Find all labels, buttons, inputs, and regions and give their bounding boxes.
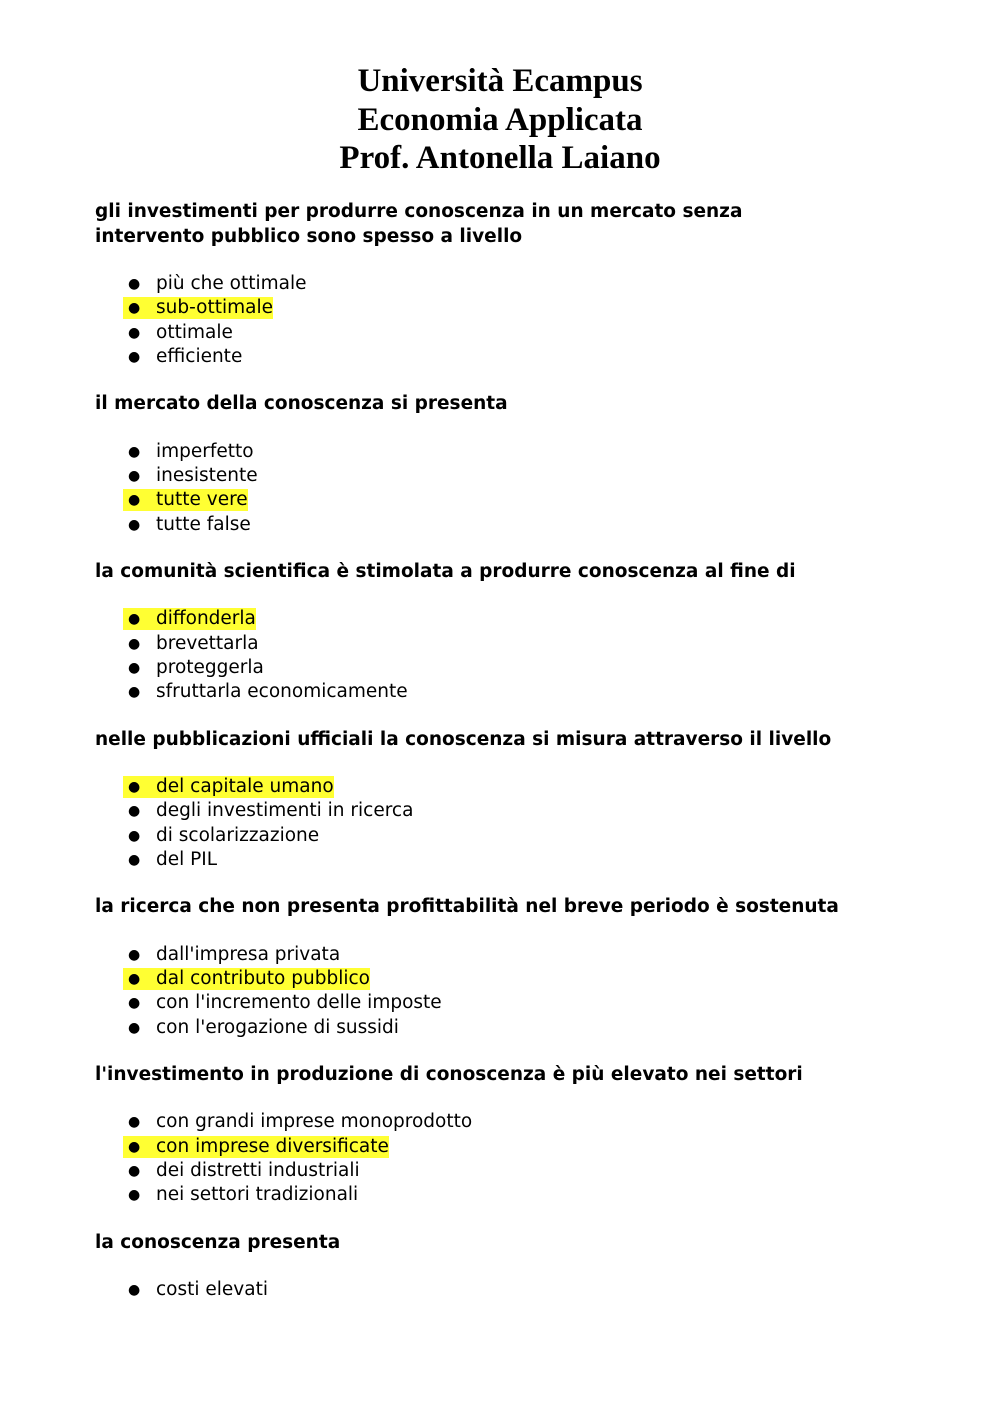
bullet-icon: ● <box>128 1019 141 1036</box>
bullet-icon: ● <box>128 1114 141 1131</box>
bullet-icon: ● <box>128 995 141 1012</box>
bullet-icon: ● <box>128 1138 141 1155</box>
answer-text: del capitale umano <box>156 776 334 798</box>
bullet-icon: ● <box>128 946 141 963</box>
bullet-icon: ● <box>128 492 141 509</box>
bullet-icon: ● <box>128 779 141 796</box>
question-block <box>95 560 855 705</box>
answer-option <box>95 632 855 656</box>
answer-text: costi elevati <box>156 1279 268 1301</box>
answer-text: con grandi imprese monoprodotto <box>156 1111 473 1133</box>
quiz-content <box>95 200 855 1325</box>
answer-text: del PIL <box>156 848 218 870</box>
answer-text: sfruttarla economicamente <box>156 681 408 703</box>
answer-text: tutte vere <box>156 489 248 511</box>
question-block <box>95 1063 855 1208</box>
bullet-icon: ● <box>128 635 141 652</box>
bullet-icon: ● <box>128 300 141 317</box>
question-block <box>95 200 855 369</box>
answer-text: proteggerla <box>156 656 264 678</box>
answer-option <box>95 464 855 488</box>
bullet-icon: ● <box>128 1187 141 1204</box>
answer-text: degli investimenti in ricerca <box>156 800 414 822</box>
answer-option <box>95 680 855 704</box>
answer-option-correct <box>95 607 855 631</box>
bullet-icon: ● <box>128 1282 141 1299</box>
answer-text: diffonderla <box>156 608 256 630</box>
university-name: Università Ecampus <box>357 63 643 99</box>
question-text: la ricerca che non presenta profittabilità nel breve periodo è sostenuta <box>95 896 839 918</box>
answer-text: dei distretti industriali <box>156 1160 360 1182</box>
answer-option <box>95 440 855 464</box>
bullet-icon: ● <box>128 611 141 628</box>
answer-option <box>95 321 855 345</box>
answer-text: inesistente <box>156 464 258 486</box>
answer-text: ottimale <box>156 321 233 343</box>
answer-option-correct <box>95 1135 855 1159</box>
answer-option <box>95 824 855 848</box>
answer-text: dall'impresa privata <box>156 943 341 965</box>
answer-option <box>95 272 855 296</box>
bullet-icon: ● <box>128 516 141 533</box>
answer-option <box>95 1159 855 1183</box>
answer-option <box>95 1183 855 1207</box>
answer-option <box>95 943 855 967</box>
bullet-icon: ● <box>128 324 141 341</box>
question-block <box>95 392 855 537</box>
answer-text: con l'erogazione di sussidi <box>156 1016 399 1038</box>
answer-list <box>95 272 855 369</box>
answer-list <box>95 775 855 872</box>
answer-option <box>95 656 855 680</box>
bullet-icon: ● <box>128 971 141 988</box>
answer-text: con imprese diversificate <box>156 1135 389 1157</box>
bullet-icon: ● <box>128 803 141 820</box>
question-text: l'investimento in produzione di conoscenza è più elevato nei settori <box>95 1063 803 1085</box>
answer-text: con l'incremento delle imposte <box>156 992 442 1014</box>
answer-option-correct <box>95 967 855 991</box>
course-title: Economia Applicata <box>357 101 643 138</box>
question-text: nelle pubblicazioni ufficiali la conoscenza si misura attraverso il livello <box>95 728 832 750</box>
document-header <box>0 62 1000 178</box>
answer-text: brevettarla <box>156 632 259 654</box>
answer-option <box>95 991 855 1015</box>
bullet-icon: ● <box>128 443 141 460</box>
question-text: gli investimenti per produrre conoscenza in un mercato senza intervento pubblico sono spesso a livello <box>95 201 743 247</box>
answer-text: efficiente <box>156 345 243 367</box>
question-block <box>95 728 855 873</box>
bullet-icon: ● <box>128 348 141 365</box>
question-text: la comunità scientifica è stimolata a produrre conoscenza al fine di <box>95 560 796 582</box>
answer-option-correct <box>95 488 855 512</box>
question-text: la conoscenza presenta <box>95 1231 341 1253</box>
answer-text: tutte false <box>156 513 251 535</box>
question-block <box>95 1231 855 1303</box>
bullet-icon: ● <box>128 276 141 292</box>
bullet-icon: ● <box>128 827 141 844</box>
answer-list <box>95 440 855 537</box>
bullet-icon: ● <box>128 684 141 701</box>
answer-text: sub-ottimale <box>156 297 273 319</box>
answer-text: imperfetto <box>156 440 254 462</box>
bullet-icon: ● <box>128 659 141 676</box>
answer-list <box>95 607 855 704</box>
answer-list <box>95 1110 855 1207</box>
answer-list <box>95 943 855 1040</box>
professor-name: Prof. Antonella Laiano <box>339 140 661 176</box>
bullet-icon: ● <box>128 1163 141 1180</box>
bullet-icon: ● <box>128 851 141 868</box>
answer-text: di scolarizzazione <box>156 824 320 846</box>
answer-option <box>95 1278 855 1302</box>
answer-option <box>95 345 855 369</box>
answer-text: nei settori tradizionali <box>156 1184 359 1206</box>
answer-option <box>95 799 855 823</box>
answer-option-correct <box>95 296 855 320</box>
bullet-icon: ● <box>128 467 141 484</box>
answer-option <box>95 848 855 872</box>
answer-text: dal contributo pubblico <box>156 968 370 990</box>
question-text: il mercato della conoscenza si presenta <box>95 393 508 415</box>
question-block <box>95 895 855 1040</box>
answer-option <box>95 1110 855 1134</box>
answer-text: più che ottimale <box>156 273 307 294</box>
answer-list <box>95 1278 855 1302</box>
answer-option-correct <box>95 775 855 799</box>
answer-option <box>95 1016 855 1040</box>
answer-option <box>95 513 855 537</box>
